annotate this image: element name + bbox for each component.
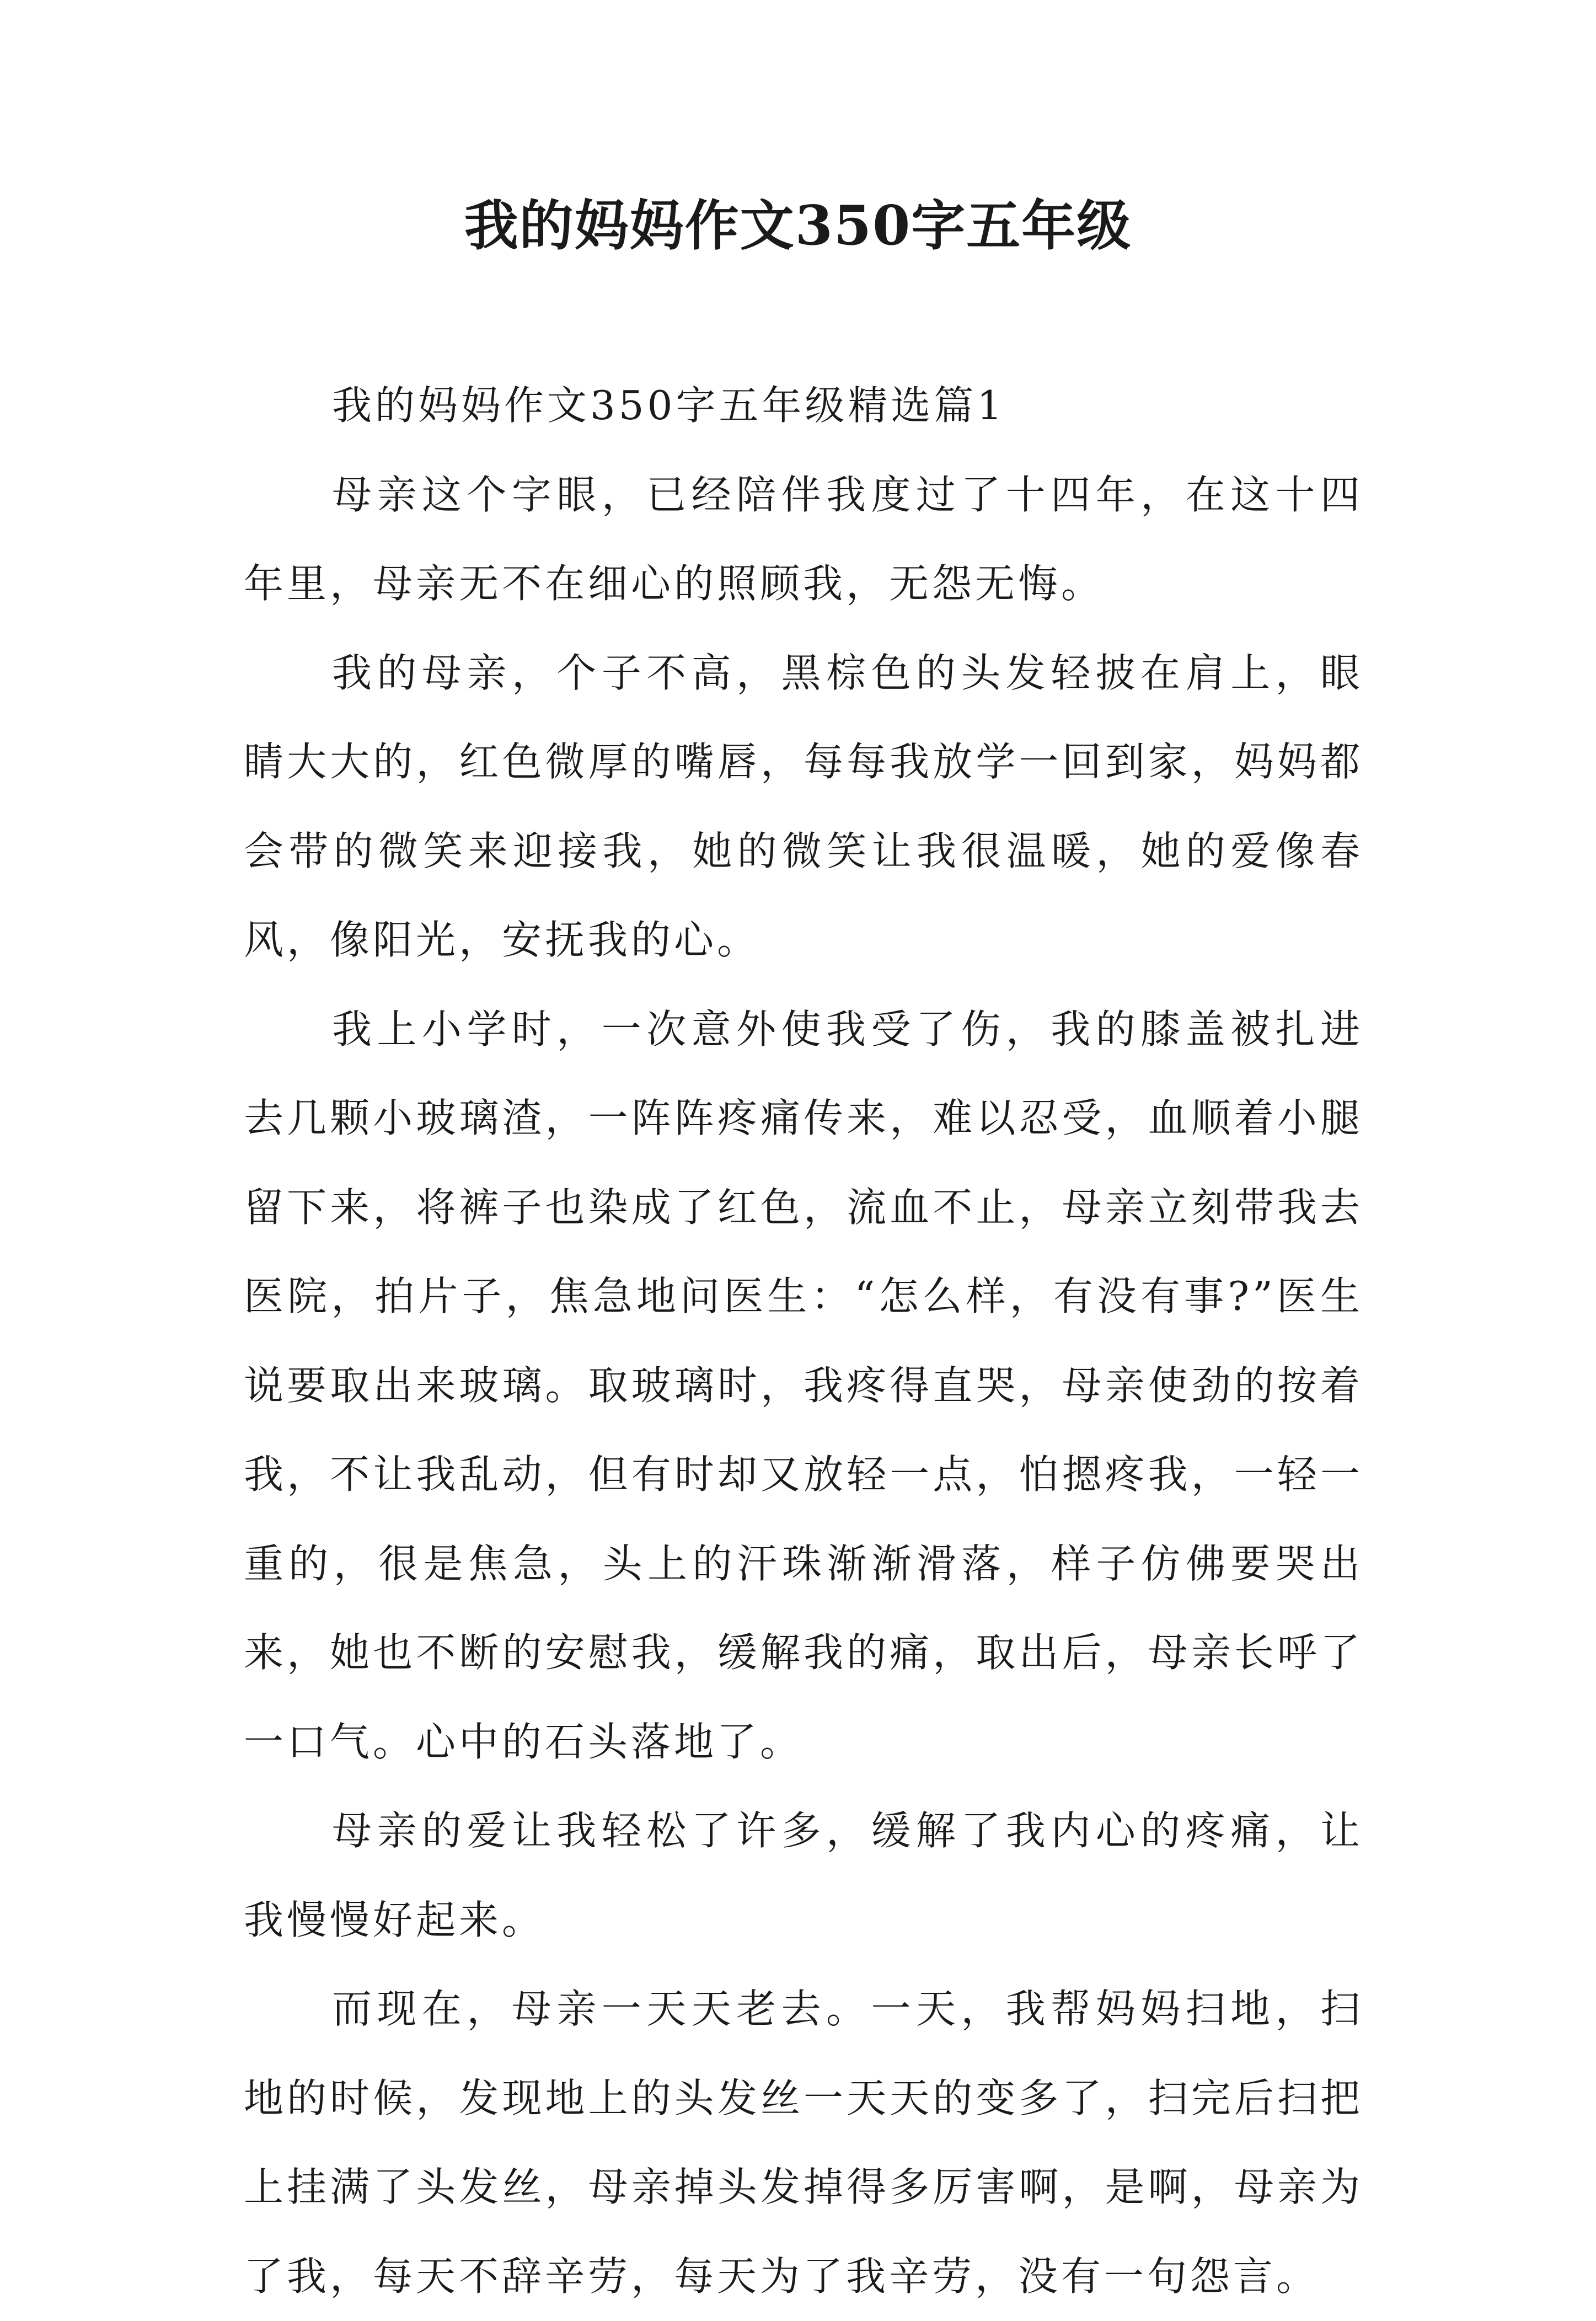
- paragraph: 而现在，母亲一天天老去。一天，我帮妈妈扫地，扫地的时候，发现地上的头发丝一天天的变多了，扫完后扫把上挂满了头发丝，母亲掉头发掉得多厉害啊，是啊，母亲为了我，每天不辞辛劳，每天为了我辛劳，没有一句怨言。: [244, 1986, 1363, 2299]
- paragraph: 我上小学时，一次意外使我受了伤，我的膝盖被扎进去几颗小玻璃渣，一阵阵疼痛传来，难以忍受，血顺着小腿留下来，将裤子也染成了红色，流血不止，母亲立刻带我去医院，拍片子，焦急地问医生：“怎么样，有没有事?”医生说要取出来玻璃。取玻璃时，我疼得直哭，母亲使劲的按着我，不让我乱动，但有时却又放轻一点，怕摁疼我，一轻一重的，很是焦急，头上的汗珠渐渐滑落，样子仿佛要哭出来，她也不断的安慰我，缓解我的痛，取出后，母亲长呼了一口气。心中的石头落地了。: [244, 1006, 1363, 1765]
- paragraph: 母亲这个字眼，已经陪伴我度过了十四年，在这十四年里，母亲无不在细心的照顾我，无怨无悔。: [244, 471, 1363, 607]
- section-heading: 我的妈妈作文350字五年级精选篇1: [332, 382, 1006, 429]
- document-title: 我的妈妈作文350字五年级: [464, 194, 1132, 258]
- paragraph: 母亲的爱让我轻松了许多，缓解了我内心的疼痛，让我慢慢好起来。: [244, 1807, 1363, 1943]
- document-body: [244, 361, 1363, 2321]
- paragraph: 我的母亲，个子不高，黑棕色的头发轻披在肩上，眼睛大大的，红色微厚的嘴唇，每每我放学一回到家，妈妈都会带的微笑来迎接我，她的微笑让我很温暖，她的爱像春风，像阳光，安抚我的心。: [244, 649, 1363, 963]
